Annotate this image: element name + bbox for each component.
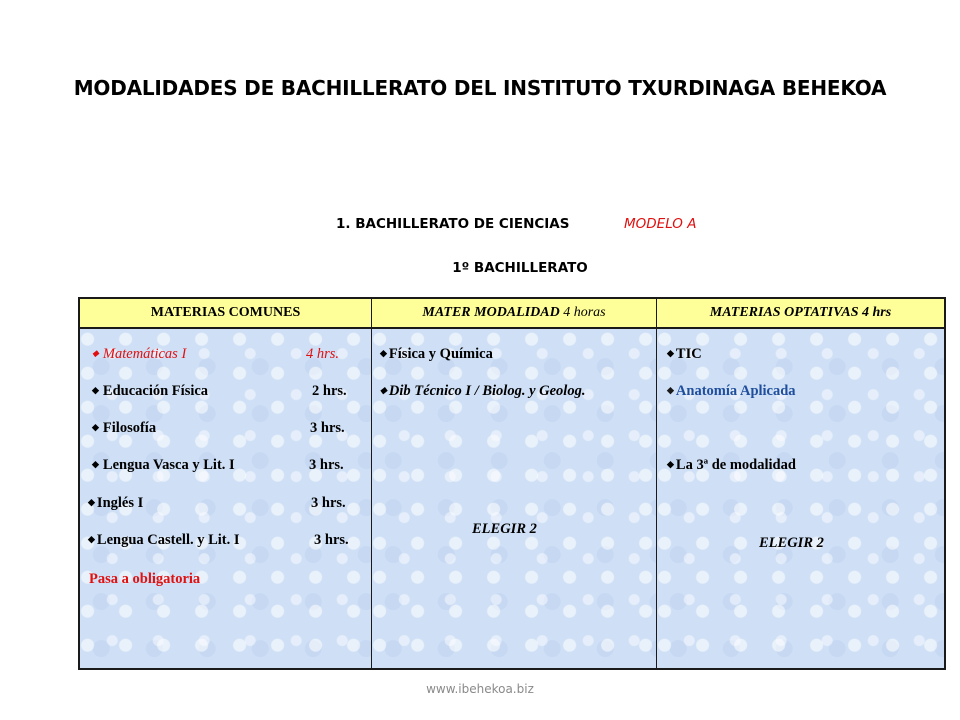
header-optativas-title: MATERIAS OPTATIVAS 4 hrs: [709, 305, 892, 320]
hours-value: 3 hrs.: [311, 495, 346, 511]
list-item: ◆ Física y Química: [380, 346, 493, 362]
diamond-bullet-icon: ◆: [88, 497, 95, 507]
page-title: MODALIDADES DE BACHILLERATO DEL INSTITUTO TXURDINAGA BEHEKOA: [73, 76, 887, 100]
column-comunes: [80, 329, 372, 668]
diamond-bullet-icon: ◆: [380, 348, 387, 358]
hours-value: 3 hrs.: [309, 457, 344, 473]
modalidad-choice: ELEGIR 2: [472, 521, 537, 537]
list-item: ◆ TIC: [667, 346, 702, 362]
optativas-choice: ELEGIR 2: [759, 535, 824, 551]
list-item: ◆ Filosofía: [92, 420, 157, 436]
column-modalidad: [372, 329, 657, 668]
diamond-bullet-icon: ◆: [667, 348, 674, 358]
course-level: 1º BACHILLERATO: [452, 260, 588, 276]
list-item: ◆ La 3ª de modalidad: [667, 457, 796, 473]
diamond-bullet-icon: ◆: [92, 459, 99, 469]
header-optativas: [657, 299, 944, 329]
list-item: ◆ Lengua Vasca y Lit. I: [92, 457, 235, 473]
list-item: ◆ Educación Física: [92, 383, 209, 399]
subjects-table: [78, 297, 946, 670]
diamond-bullet-icon: ◆: [667, 385, 674, 395]
header-modalidad: [372, 299, 657, 329]
list-item: ◆ Anatomía Aplicada: [667, 383, 796, 399]
list-item: ◆ Inglés I: [88, 495, 144, 511]
hours-value: 3 hrs.: [314, 532, 349, 548]
diamond-bullet-icon: ◆: [88, 534, 95, 544]
list-item: ◆ Lengua Castell. y Lit. I: [88, 532, 240, 548]
model-label: MODELO A: [624, 216, 697, 232]
program-name: 1. BACHILLERATO DE CIENCIAS: [336, 216, 570, 232]
list-item: ◆ Dib Técnico I / Biolog. y Geolog.: [380, 383, 586, 399]
list-item: ◆ Matemáticas I: [92, 346, 187, 362]
obligatoria-note: Pasa a obligatoria: [89, 571, 201, 587]
diamond-bullet-icon: ◆: [92, 348, 99, 358]
diamond-bullet-icon: ◆: [92, 385, 99, 395]
diamond-bullet-icon: ◆: [380, 385, 387, 395]
header-modalidad-hours: 4 horas: [563, 305, 606, 320]
header-comunes: MATERIAS COMUNES: [80, 299, 372, 329]
hours-value: 2 hrs.: [312, 383, 347, 399]
diamond-bullet-icon: ◆: [92, 422, 99, 432]
hours-value: 4 hrs.: [306, 346, 340, 362]
column-optativas: [657, 329, 944, 668]
footer-url: www.ibehekoa.biz: [426, 682, 534, 696]
hours-value: 3 hrs.: [310, 420, 345, 436]
header-modalidad-title: MATER MODALIDAD: [422, 305, 560, 320]
diamond-bullet-icon: ◆: [667, 459, 674, 469]
